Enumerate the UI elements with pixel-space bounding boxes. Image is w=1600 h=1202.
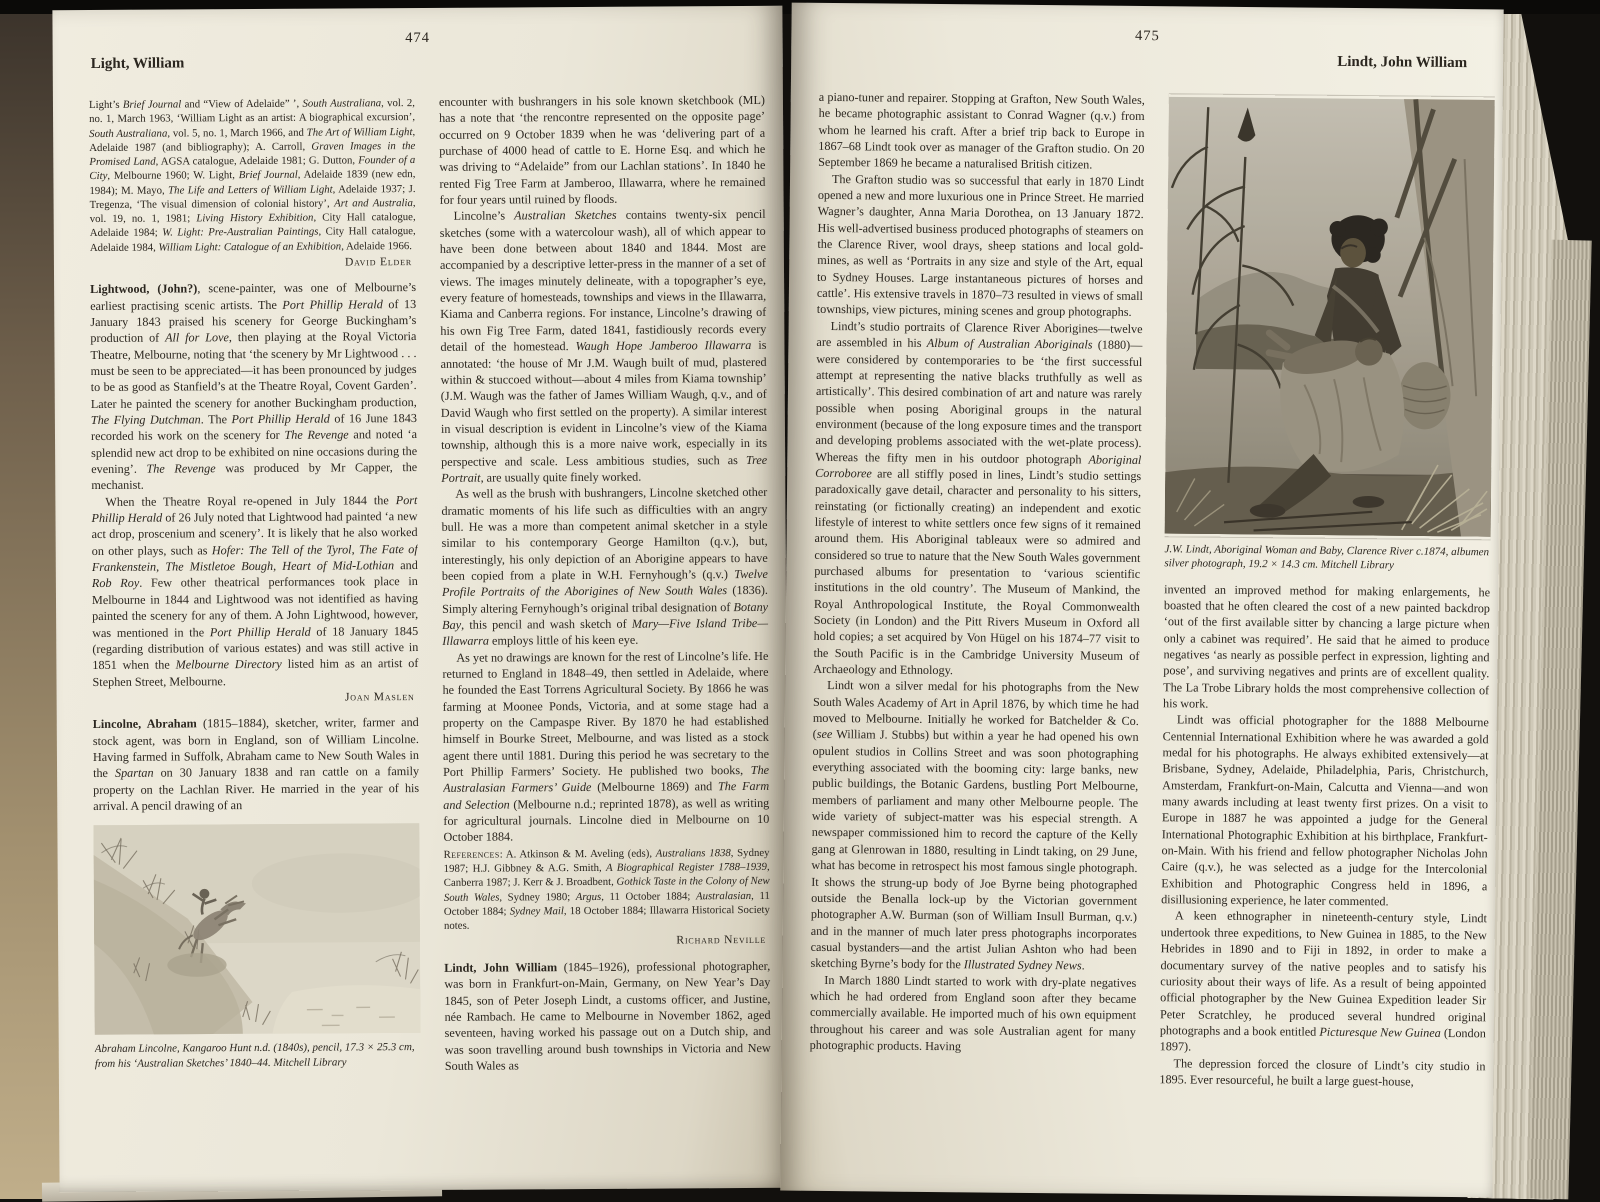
- lindt-expeditions: A keen ethnographer in nineteenth-century style, Lindt undertook three expeditions, to New Guinea in 1885, to the New Hebrides in 1890 and to Fiji in 1892, in order to make a documentary survey of the native peoples and to satisfy his curiosity about their ways of life. As a result of being appointed official photographer by the New Guinea Expedition leader Sir Peter Scratchley, he produced several hundred original photographs and a book entitled Picturesque New Guinea (London 1897).: [1159, 908, 1488, 1054]
- right-page-column-1: [808, 89, 1144, 1176]
- aboriginal-woman-photo-figure: [1164, 94, 1495, 574]
- lindt-depression: The depression forced the closure of Lindt’s city studio in 1895. Ever resourceful, he built a large guest-house,: [1159, 1055, 1486, 1089]
- lincolne-cont: encounter with bushrangers in his sole known sketchbook (ML) has a note that ‘the rencontre represented on the opposite page’ occurred on 9 October 1839 when he was ‘delivering part of a purchase of 4000 head of cattle to E. Horne Esq. and which he was driving to “Adelaide” from our Lachlan stations’. In 1840 he rented Fig Tree Farm at Jamberoo, Illawarra, where he remained for four years until ruined by floods.: [438, 92, 766, 207]
- lincolne-references: References: A. Atkinson & M. Aveling (eds), Australians 1838, Sydney 1987; H.J. Gibbney & A.G. Smith, A Biographical Register 1788–1939, Canberra 1987; J. Kerr & J. Broadbent, Gothick Taste in the Colony of New South Wales, Sydney 1980; Argus, 11 October 1884; Australasian, 11 October 1884; Sydney Mail, 18 October 1884; Illawarra Historical Society notes.: [443, 846, 770, 932]
- kangaroo-hunt-caption: Abraham Lincolne, Kangaroo Hunt n.d. (1840s), pencil, 17.3 × 25.3 cm, from his ‘Australian Sketches’ 1840–44. Mitchell Library: [94, 1041, 415, 1070]
- lindt-enlargements: invented an improved method for making enlargements, he boasted that he often cleared the cost of a new painted backdrop ‘out of the first available sitter by chancing a large picture when only a cabinet was required’. He said that he aimed to produce negatives ‘as nearly as possible perfect in expression, lighting and pose’, and surviving negatives and prints are of excellent quality. The La Trobe Library holds the most comprehensive collection of his work.: [1162, 581, 1491, 711]
- aboriginal-woman-photo-image: [1165, 94, 1495, 539]
- signature-david-elder: David Elder: [344, 254, 412, 269]
- aboriginal-woman-photo-caption: J.W. Lindt, Aboriginal Woman and Baby, Clarence River c.1874, albumen silver photograph, 19.2 × 14.3 cm. Mitchell Library: [1164, 543, 1490, 572]
- lindt-melbourne: Lindt won a silver medal for his photographs from the New South Wales Academy of Art in April 1876, by which time he had moved to Melbourne. Initially he worked for Batchelder & Co. (see William J. Stubbs) but within a year he had opened his own opulent studios in Collins Street and was soon photographing everything associated with the booming city: large banks, new public buildings, the Botanic Gardens, bustling Port Melbourne, members of parliament and many other Melbourne people. The wide variety of subject-matter was his especial strength. A newspaper commissioned him to record the capture of the Kelly gang at Glenrowan in 1880, resulting in Lindt taking, on 29 June, what has become in retrospect his most famous single photograph. It shows the strung-up body of Joe Byrne being photographed outside the Benalla lock-up by the Victorian government photographer A.W. Burman (son of William Insull Burman, q.v.) and in the manner of much later press photographs incorporates casual bystanders—and the artist Julian Ashton who had been sketching Byrne’s body for the Illustrated Sydney News.: [810, 678, 1140, 973]
- right-page-column-2: [1158, 92, 1494, 1179]
- kangaroo-hunt-sketch-image: [93, 822, 420, 1036]
- running-head-left: Light, William: [90, 55, 185, 73]
- lindt-exhibitions: Lindt was official photographer for the 1888 Melbourne Centennial International Exhibition where he was awarded a gold medal for his photographs. He always exhibited extensively—at Brisbane, Sydney, Adelaide, Philadelphia, Paris, Christchurch, Amsterdam, Frankfurt-on-Main, Calcutta and Vienna—and won many awards including at least twenty first prizes. On a visit to Europe in 1887 he was appointed a judge for the General International Photographic Exhibition at his birthplace, Frankfurt-on-Main. With his friend and fellow photographer Nicholas John Caire (q.v.), he was selected as a judge for the Intercolonial Exhibition and Photographic Congress held in 1896, a disillusioning experience, he later commented.: [1161, 712, 1489, 909]
- left-page-column-2: [439, 92, 772, 1178]
- right-page: [780, 3, 1503, 1198]
- lindt-grafton: The Grafton studio was so successful that early in 1870 Lindt opened a new and more luxurious one in Prince Street. He married Wagner’s daughter, Anna Maria Dorothea, on 13 January 1872. His well-advertised business produced photographs of steamers on the Clarence River, wool drays, sheep stations and local gold-mines, as well as ‘Portraits in any size and style of the Art, equal to Sydney Houses. Large instantaneous pictures of horses and cattle’. His extensive travels in 1870–73 resulted in views of small townships, view pictures, mining scenes and group photographs.: [816, 171, 1145, 320]
- lincolne-later-life: As yet no drawings are known for the rest of Lincolne’s life. He returned to England in 1848–49, then settled in Adelaide, where he founded the East Torrens Agricultural Society. By 1866 he was farming at Moonee Ponds, Victoria, and at some stage had a property on the Campaspe River. By 1870 he had established himself in Bourke Street, Melbourne, and was listed as a stock agent there until 1881. During this period he was secretary to the Port Phillip Farmers’ Society. He published two books, The Australasian Farmers’ Guide (Melbourne 1869) and The Farm and Selection (Melbourne n.d.; reprinted 1878), as well as writing for agricultural journals. Lincolne died in Melbourne on 10 October 1884.: [442, 648, 770, 845]
- entry-lightwood-p2: When the Theatre Royal re-opened in July 1844 the Port Phillip Herald of 26 July noted that Lightwood had painted ‘a new act drop, proscenium and scenery’. It is likely that he also worked on other plays, such as Hofer: The Tell of the Tyrol, The Fate of Frankenstein, The Mistletoe Bough, Heart of Mid-Lothian and Rob Roy. Few other theatrical performances took place in Melbourne in 1844 and Lightwood was not identified as having painted the scenery for any of them. A John Lightwood, however, was mentioned in the Port Phillip Herald of 18 January 1845 (regarding distribution of various estates) and was still active in 1851 when the Melbourne Directory listed him as an artist of Stephen Street, Melbourne.: [91, 492, 419, 689]
- lindt-dry-plate: In March 1880 Lindt started to work with dry-plate negatives which he had ordered from England soon after they became commercially available. He imported much of his own equipment throughout his career and was sole Australian agent for many photographic products. Having: [809, 972, 1137, 1054]
- page-number-right: 475: [1134, 27, 1160, 45]
- signature-richard-neville: Richard Neville: [676, 933, 767, 947]
- page-number-left: 474: [405, 29, 430, 47]
- kangaroo-hunt-figure: [93, 822, 421, 1071]
- light-references: Light’s Brief Journal and “View of Adelaide” ’, South Australiana, vol. 2, no. 1, March 1963, ‘William Light as an artist: A biographical excursion’, South Australiana, vol. 5, no. 1, March 1966, and The Art of William Light, Adelaide 1987 (and bibliography); A. Carroll, Graven Images in the Promised Land, AGSA catalogue, Adelaide 1981; G. Dutton, Founder of a City, Melbourne 1960; W. Light, Brief Journal, Adelaide 1839 (new edn, 1984); M. Mayo, The Life and Letters of William Light, Adelaide 1937; J. Tregenza, ‘The visual dimension of colonial history’, Art and Australia, vol. 19, no. 1, 1981; Living History Exhibition, City Hall catalogue, Adelaide 1984; W. Light: Pre-Australian Paintings, City Hall catalogue, Adelaide 1984, William Light: Catalogue of an Exhibition, Adelaide 1966.: [88, 97, 416, 254]
- entry-lincolne: Lincolne, Abraham (1815–1884), sketcher, writer, farmer and stock agent, was born in England, son of William Lincolne. Having farmed in Suffolk, Abraham came to New South Wales in the Spartan on 30 January 1838 and ran cattle on a family property on the Lachlan River. He married in the year of his arrival. A pencil drawing of an: [92, 715, 420, 814]
- lindt-cont: a piano-tuner and repairer. Stopping at Grafton, New South Wales, he became photographic assistant to Conrad Wagner (q.v.) from whom he learned his craft. After a brief trip back to Europe in 1867–68 Lindt took over as manager of the Grafton studio. On 20 September 1869 he became a naturalised British citizen.: [818, 89, 1145, 172]
- running-head-right: Lindt, John William: [1337, 53, 1468, 72]
- signature-joan-maslen: Joan Maslen: [344, 689, 415, 704]
- entry-lightwood: Lightwood, (John?), scene-painter, was one of Melbourne’s earliest practising scenic artists. The Port Phillip Herald of 13 January 1843 praised his scenery for George Buckingham’s production of All for Love, then playing at the Royal Victoria Theatre, Melbourne, noting that ‘the scenery by Mr Lightwood . . . must be seen to be appreciated—it has been pronounced by judges to be as good as Stanfield’s at the Theatre Royal, Covent Garden’. Later he painted the scenery for another Buckingham production, The Flying Dutchman. The Port Phillip Herald of 16 June 1843 recorded his work on the scenery for The Revenge and noted ‘a splendid new act drop to be exhibited on nine occasions during the evening’. The Revenge was produced by Mr Capper, the mechanist.: [90, 280, 418, 493]
- lincolne-bushrangers: As well as the brush with bushrangers, Lincolne sketched other dramatic moments of his life such as difficulties with an angry bull. He was a more than competent animal sketcher in a style similar to his contemporary George Hamilton (q.v.), but, interestingly, his only depiction of an Aborigine appears to have been copied from a plate in W.H. Fernyhough’s (q.v.) Twelve Profile Portraits of the Aborigines of New South Wales (1836). Simply altering Fernyhough’s original tribal designation of Botany Bay, this pencil and wash sketch of Mary—Five Island Tribe—Illawarra employs little of his keen eye.: [441, 485, 769, 649]
- left-page: [52, 6, 789, 1192]
- lincolne-sketches: Lincolne’s Australian Sketches contains twenty-six pencil sketches (some with a watercolour wash), all of which appear to have been done between about 1840 and 1844. Most are accompanied by a descriptive letter-press in the manner of a set of views. The images minutely delineate, with a topographer’s eye, every feature of homesteads, townships and views in the Illawarra, Kiama and Canberra regions. For instance, Lincolne’s drawing of his own Fig Tree Farm, dated 1841, fastidiously records every detail of the homestead. Waugh Hope Jamberoo Illawarra is annotated: ‘the house of Mr J.M. Waugh built of mud, plastered within & stuccoed without—about 4 miles from Kiama township’ (J.M. Waugh was the father of James William Waugh, q.v., and of David Waugh who first settled on the property). A similar interest in visual description is evident in Lincolne’s view of the Kiama township, although this is a more naive work, especially in its perspective and scale. Less ambitious studies, such as Tree Portrait, are usually quite finely worked.: [439, 207, 768, 485]
- lindt-studio-portraits: Lindt’s studio portraits of Clarence River Aborigines—twelve are assembled in his Album of Australian Aboriginals (1880)—were considered by contemporaries to be ‘the first successful attempt at representing the native blacks truthfully as well as artistically’. This desired combination of art and nature was rarely possible when posing Aboriginal groups in the natural environment (because of the long exposure times and the transport and developing problems associated with the wet-plate process). Whereas the fifty men in his outdoor photograph Aboriginal Corroboree are all stiffly posed in lines, Lindt’s studio settings paradoxically gave detail, character and personality to his sitters, reinstating (or fictionally creating) an independent and exotic lifestyle of interest to white settlers once few signs of it remained around them. His Aboriginal tableaux were so admired and considered so true to nature that the New South Wales government purchased albums for presentation to ‘various scientific institutions in the old country’. The Museum of Mankind, the Royal Anthropological Institute, the Royal Commonwealth Society (in London) and the Pitt Rivers Museum in Oxford all hold copies; a set acquired by Von Hügel on his 1874–77 visit to the South Pacific is in the Cambridge University Museum of Archaeology and Ethnology.: [813, 318, 1143, 678]
- entry-lindt: Lindt, John William (1845–1926), professional photographer, was born in Frankfurt-on-Main, Germany, on New Year’s Day 1845, son of Peter Joseph Lindt, a customs officer, and Justine, née Rambach. He came to Melbourne in November 1862, aged seventeen, having worked his passage out on a Dutch ship, and was soon travelling around bush townships in Victoria and New South Wales as: [444, 958, 771, 1073]
- left-page-column-1: [89, 94, 422, 1180]
